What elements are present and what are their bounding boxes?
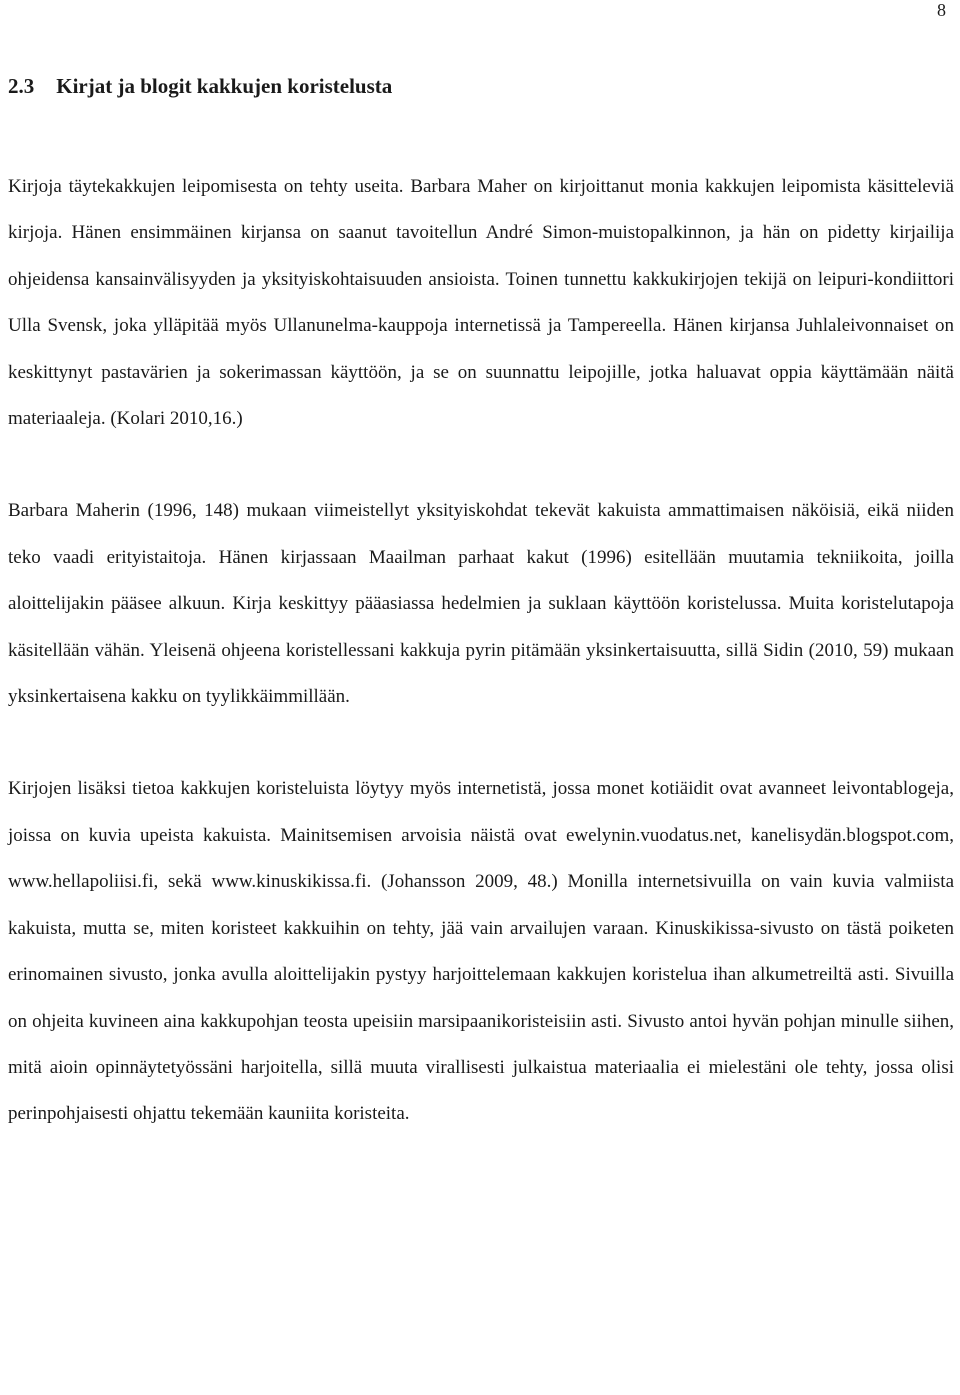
document-page xyxy=(8,70,954,1138)
section-number: 2.3 xyxy=(8,74,35,98)
section-title: Kirjat ja blogit kakkujen koristelusta xyxy=(56,74,393,98)
page-number: 8 xyxy=(937,0,946,20)
section-heading xyxy=(8,70,954,102)
paragraph-books: Kirjoja täytekakkujen leipomisesta on tehty useita. Barbara Maher on kirjoittanut monia kakkujen leipomista käsitteleviä kirjoja. Hänen ensimmäinen kirjansa on saanut tavoitellun André Simon-muistopalkinnon, ja hän on pidetty kirjailija ohjeidensa kansainvälisyyden ja yksityiskohtaisuuden ansioista. Toinen tunnettu kakkukirjojen tekijä on leipuri-kondiittori Ulla Svensk, joka ylläpitää myös Ullanunelma-kauppoja internetissä ja Tampereella. Hänen kirjansa Juhlaleivonnaiset on keskittynyt pastavärien ja sokerimassan käyttöön, ja se on suunnattu leipojille, jotka haluavat oppia käyttämään näitä materiaaleja. (Kolari 2010,16.) xyxy=(8,176,954,430)
paragraph-internet: Kirjojen lisäksi tietoa kakkujen koristeluista löytyy myös internetistä, jossa monet kotiäidit ovat avanneet leivontablogeja, joissa on kuvia upeista kakuista. Mainitsemisen arvoisia näistä ovat ewelynin.vuodatus.net, kanelisydän.blogspot.com, www.hellapoliisi.fi, sekä www.kinuskikissa.fi. (Johansson 2009, 48.) Monilla internetsivuilla on vain kuvia valmiista kakuista, mutta se, miten koristeet kakkuihin on tehty, jää vain arvailujen varaan. Kinuskikissa-sivusto on tästä poiketen erinomainen sivusto, jonka avulla aloittelijakin pystyy harjoittelemaan kakkujen koristelua ihan alkumetreiltä asti. Sivuilla on ohjeita kuvineen aina kakkupohjan teosta upeisiin marsipaanikoristeisiin asti. Sivusto antoi hyvän pohjan minulle siihen, mitä aioin opinnäytetyössäni harjoitella, sillä muuta virallisesti julkaistua materiaalia ei mielestäni ole tehty, jossa olisi perinpohjaisesti ohjattu tekemään kauniita koristeita. xyxy=(8,778,954,1125)
paragraph-maher: Barbara Maherin (1996, 148) mukaan viimeistellyt yksityiskohdat tekevät kakuista ammattimaisen näköisiä, eikä niiden teko vaadi erityistaitoja. Hänen kirjassaan Maailman parhaat kakut (1996) esitellään muutamia tekniikoita, joilla aloittelijakin pääsee alkuun. Kirja keskittyy pääasiassa hedelmien ja suklaan käyttöön koristelussa. Muita koristelutapoja käsitellään vähän. Yleisenä ohjeena koristellessani kakkuja pyrin pitämään yksinkertaisuutta, sillä Sidin (2010, 59) mukaan yksinkertaisena kakku on tyylikkäimmillään. xyxy=(8,500,954,708)
